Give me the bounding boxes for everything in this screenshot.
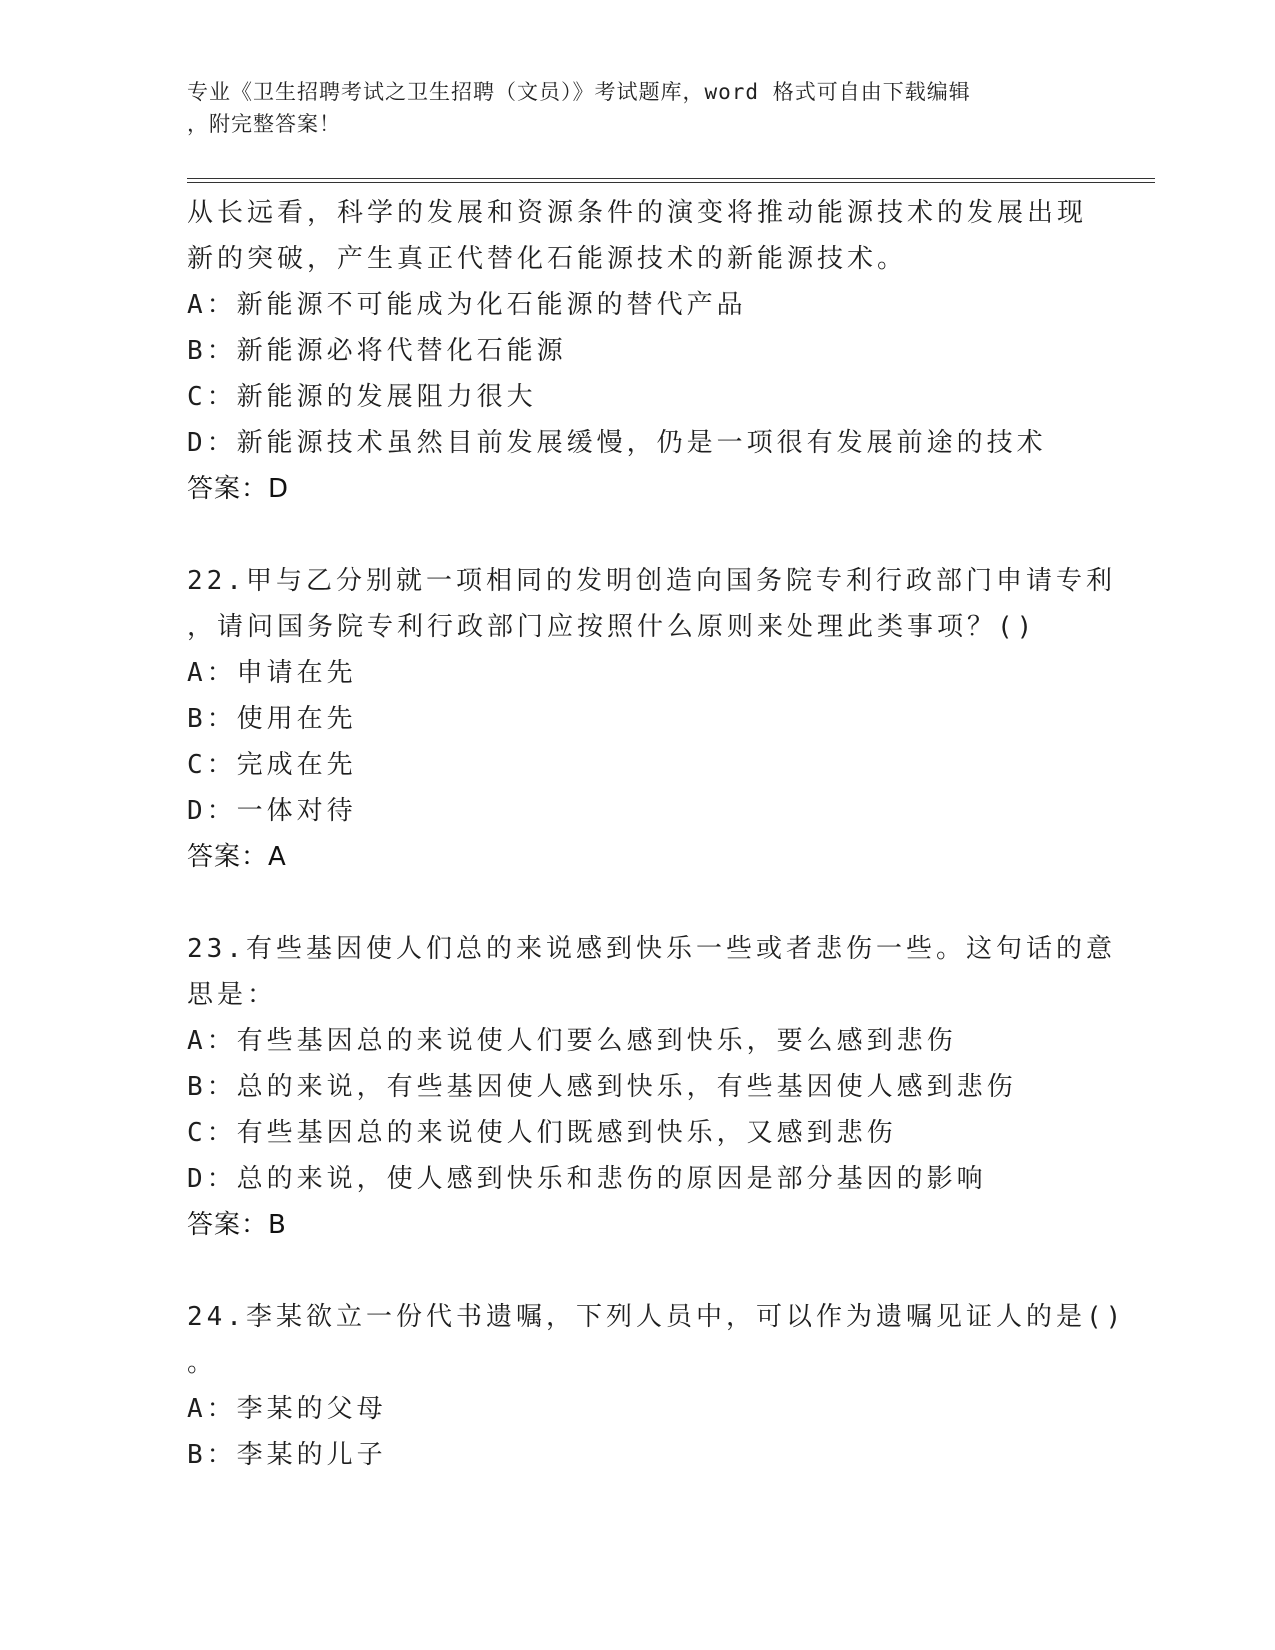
header-double-rule (187, 178, 1155, 183)
header-line-2: ，附完整答案！ (187, 112, 341, 136)
option-a: A：申请在先 (187, 658, 357, 688)
question-23 (187, 926, 1116, 1248)
option-a: A：有些基因总的来说使人们要么感到快乐，要么感到悲伤 (187, 1026, 957, 1056)
question-stem-line: 新的突破，产生真正代替化石能源技术的新能源技术。 (187, 244, 908, 274)
answer-line: 答案：B (187, 1210, 287, 1240)
answer-line: 答案：D (187, 474, 290, 504)
option-c: C：新能源的发展阻力很大 (187, 382, 537, 412)
option-d: D：一体对待 (187, 796, 357, 826)
option-b: B：使用在先 (187, 704, 357, 734)
option-c: C：完成在先 (187, 750, 357, 780)
question-stem-line: ，请问国务院专利行政部门应按照什么原则来处理此类事项？() (187, 612, 1037, 642)
question-stem-line: 。 (187, 1348, 218, 1378)
question-stem-line: 从长远看，科学的发展和资源条件的演变将推动能源技术的发展出现 (187, 198, 1088, 228)
option-b: B：总的来说，有些基因使人感到快乐，有些基因使人感到悲伤 (187, 1072, 1017, 1102)
question-21 (187, 190, 1087, 512)
option-d: D：总的来说，使人感到快乐和悲伤的原因是部分基因的影响 (187, 1164, 987, 1194)
option-b: B：李某的儿子 (187, 1440, 387, 1470)
question-stem-line: 24.李某欲立一份代书遗嘱，下列人员中，可以作为遗嘱见证人的是() (187, 1302, 1126, 1332)
option-b: B：新能源必将代替化石能源 (187, 336, 567, 366)
option-d: D：新能源技术虽然目前发展缓慢，仍是一项很有发展前途的技术 (187, 428, 1047, 458)
page-header (187, 76, 1067, 140)
option-c: C：有些基因总的来说使人们既感到快乐，又感到悲伤 (187, 1118, 897, 1148)
question-stem-line: 22.甲与乙分别就一项相同的发明创造向国务院专利行政部门申请专利 (187, 566, 1116, 596)
question-stem-line: 思是： (187, 980, 278, 1010)
option-a: A：李某的父母 (187, 1394, 387, 1424)
question-22 (187, 558, 1116, 880)
answer-line: 答案：A (187, 842, 287, 872)
header-line-1: 专业《卫生招聘考试之卫生招聘（文员）》考试题库，word 格式可自由下载编辑 (187, 80, 971, 104)
option-a: A：新能源不可能成为化石能源的替代产品 (187, 290, 747, 320)
question-stem-line: 23.有些基因使人们总的来说感到快乐一些或者悲伤一些。这句话的意 (187, 934, 1116, 964)
question-list (187, 190, 1126, 1524)
question-24 (187, 1294, 1126, 1478)
